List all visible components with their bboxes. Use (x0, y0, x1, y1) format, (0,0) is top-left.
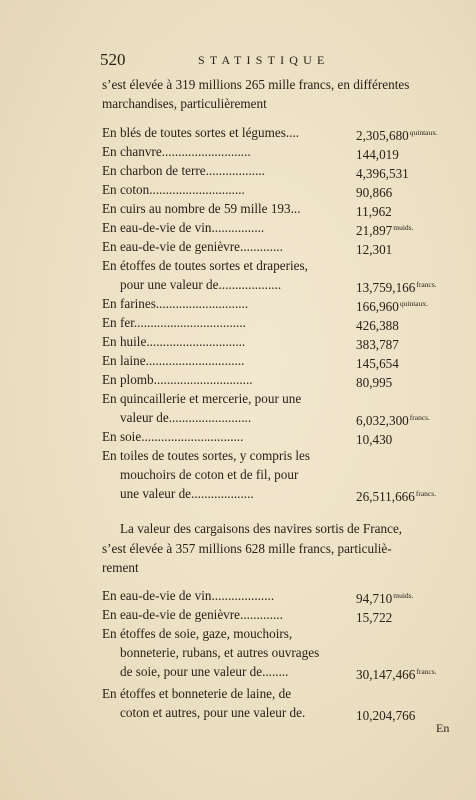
row-label: En quincaillerie et mercerie, pour une (102, 391, 302, 406)
table-row (102, 275, 458, 294)
row-label: de soie, pour une valeur de........ (120, 664, 289, 679)
row-unit: francs. (409, 413, 430, 422)
row-value: 4,396,531 (356, 166, 409, 181)
row-value: 426,388 (356, 318, 399, 333)
row-value: 10,204,766 (356, 708, 416, 723)
table-row (102, 351, 458, 370)
table-row (102, 332, 458, 351)
row-unit: muids. (393, 223, 414, 232)
table-row (102, 313, 458, 332)
row-label: En eau-de-vie de vin................... (102, 588, 275, 603)
intro-line: s’est élevée à 357 millions 628 mille francs, particuliè- (102, 541, 392, 556)
row-label: En blés de toutes sortes et légumes.... (102, 125, 300, 140)
row-unit: muids. (393, 591, 414, 600)
row-value: $2,305,680^{quintaux.}$ (356, 128, 438, 143)
row-value: 145,654 (356, 356, 399, 371)
row-label: En étoffes de soie, gaze, mouchoirs, (102, 626, 293, 641)
row-value: 80,995 (356, 375, 393, 390)
row-label: En huile.............................. (102, 334, 246, 349)
intro-line: marchandises, particulièrement (102, 96, 267, 111)
table-row (102, 484, 458, 503)
row-value: $30,147,466^{francs.}$ (356, 667, 437, 682)
row-label: En plomb.............................. (102, 372, 253, 387)
row-value: 90,866 (356, 185, 393, 200)
table-row (102, 684, 458, 703)
row-label: En toiles de toutes sortes, y compris les (102, 448, 311, 463)
table-row (102, 218, 458, 237)
table-row (102, 427, 458, 446)
row-value: $166,960^{quintaux.}$ (356, 299, 428, 314)
row-value: 144,019 (356, 147, 399, 162)
row-unit: quintaux. (409, 128, 438, 137)
table-row (102, 199, 458, 218)
row-value: 10,430 (356, 432, 393, 447)
row-label: En cuirs au nombre de 59 mille 193... (102, 201, 301, 216)
row-label: En soie............................... (102, 429, 244, 444)
row-label: En étoffes et bonneterie de laine, de (102, 686, 292, 701)
table-row (102, 294, 458, 313)
table-row (102, 605, 458, 624)
row-unit: quintaux. (399, 299, 428, 308)
row-label: bonneterie, rubans, et autres ouvrages (120, 645, 320, 660)
table-row (102, 161, 458, 180)
row-unit: francs. (415, 489, 437, 498)
row-label: En charbon de terre.................. (102, 163, 265, 178)
row-value: $21,897^{muids.}$ (356, 223, 414, 238)
row-label: En farines............................ (102, 296, 249, 311)
table-row (102, 662, 458, 681)
row-label: En étoffes de toutes sortes et draperies, (102, 258, 308, 273)
row-label: valeur de......................... (120, 410, 252, 425)
row-unit: francs. (416, 280, 437, 289)
table-row (102, 237, 458, 256)
row-label: pour une valeur de................... (120, 277, 282, 292)
table-row (102, 389, 458, 408)
table-row (102, 408, 458, 427)
row-value: $94,710^{muids.}$ (356, 591, 414, 606)
table-row (102, 142, 458, 161)
row-value: 12,301 (356, 242, 393, 257)
row-label: En eau-de-vie de vin................ (102, 220, 265, 235)
row-unit: francs. (416, 667, 437, 676)
row-label: En eau-de-vie de genièvre............. (102, 607, 283, 622)
row-label: En eau-de-vie de genièvre............. (102, 239, 283, 254)
row-label: En laine.............................. (102, 353, 245, 368)
row-value: $6,032,300^{francs.}$ (356, 413, 430, 428)
row-value: 383,787 (356, 337, 399, 352)
table-row (102, 624, 458, 643)
table-row (102, 180, 458, 199)
table-row (102, 586, 458, 605)
row-label: une valeur de................... (120, 486, 254, 501)
row-label: En coton............................. (102, 182, 245, 197)
page-header (100, 50, 460, 72)
table-row (102, 370, 458, 389)
intro-line: La valeur des cargaisons des navires sortis de France, (120, 521, 403, 536)
table-row (102, 465, 458, 484)
row-label: En fer.................................. (102, 315, 246, 330)
row-value: $13,759,166^{francs.}$ (356, 280, 437, 295)
intro-line: s’est élevée à 319 millions 265 mille francs, en différentes (102, 77, 410, 92)
table-row (102, 643, 458, 662)
row-value: $26,511,666^{francs.}$ (356, 489, 437, 504)
row-label: En chanvre........................... (102, 144, 251, 159)
intro-line: rement (102, 560, 139, 575)
row-label: mouchoirs de coton et de fil, pour (120, 467, 299, 482)
row-label: coton et autres, pour une valeur de. (120, 705, 306, 720)
table-row (102, 123, 458, 142)
table-row (102, 703, 458, 722)
catchword: En (436, 721, 450, 735)
table-row (102, 446, 458, 465)
row-value: 15,722 (356, 610, 393, 625)
running-title: STATISTIQUE (198, 53, 330, 67)
page-number: 520 (100, 50, 126, 69)
row-value: 11,962 (356, 204, 392, 219)
table-row (102, 256, 458, 275)
